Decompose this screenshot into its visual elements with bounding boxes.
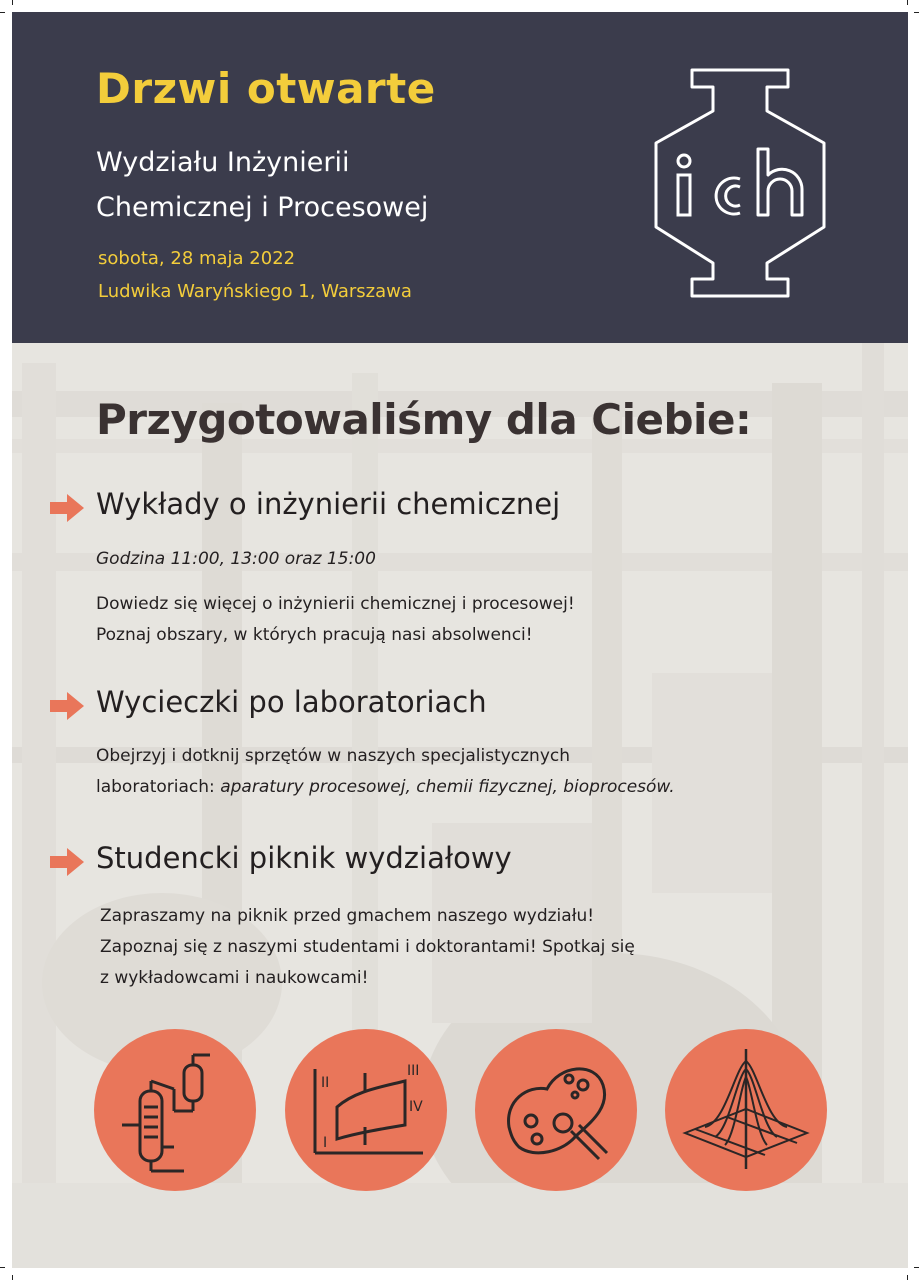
picnic-description-line-3: z wykładowcami i naukowcami! (100, 968, 369, 988)
diagram-label-3: III (407, 1063, 420, 1079)
faculty-name-line-2: Chemicznej i Procesowej (96, 192, 429, 223)
event-address: Ludwika Waryńskiego 1, Warszawa (98, 281, 412, 302)
thermodynamic-diagram-icon (285, 1029, 447, 1191)
diagram-label-1: I (323, 1135, 328, 1151)
arrow-right-icon (50, 692, 84, 720)
offer-heading: Przygotowaliśmy dla Ciebie: (96, 395, 752, 444)
3d-surface-plot-icon (665, 1029, 827, 1191)
lectures-description-line-2: Poznaj obszary, w których pracują nasi absolwenci! (96, 625, 533, 645)
picnic-description (100, 901, 635, 994)
diagram-label-2: II (321, 1075, 330, 1091)
crop-mark (12, 0, 13, 5)
poster (12, 12, 908, 1268)
labs-description (96, 741, 675, 803)
section-picnic-title: Studencki piknik wydziałowy (96, 841, 512, 875)
crop-mark (0, 1267, 5, 1268)
faculty-name (96, 140, 428, 230)
process-apparatus-icon (94, 1029, 256, 1191)
crop-mark (907, 0, 908, 5)
event-meta (98, 242, 412, 308)
labs-description-line-1: Obejrzyj i dotknij sprzętów w naszych specjalistycznych (96, 746, 571, 766)
event-date: sobota, 28 maja 2022 (98, 248, 296, 269)
faculty-logo-icon (640, 67, 840, 299)
section-lectures-title: Wykłady o inżynierii chemicznej (96, 487, 561, 521)
crop-mark (907, 1275, 908, 1280)
crop-mark (914, 12, 919, 13)
lectures-description (96, 589, 575, 651)
labs-description-italic: aparatury procesowej, chemii fizycznej, bioprocesów. (220, 777, 675, 797)
bioprocess-cell-icon (475, 1029, 637, 1191)
section-labs-title: Wycieczki po laboratoriach (96, 685, 487, 719)
crop-mark (914, 1267, 919, 1268)
content-area (12, 343, 908, 1268)
diagram-label-4: IV (409, 1099, 423, 1115)
crop-mark (12, 1275, 13, 1280)
lectures-description-line-1: Dowiedz się więcej o inżynierii chemicznej i procesowej! (96, 594, 575, 614)
header-banner (12, 12, 908, 343)
crop-mark (0, 12, 5, 13)
arrow-right-icon (50, 494, 84, 522)
lectures-time: Godzina 11:00, 13:00 oraz 15:00 (96, 549, 376, 569)
arrow-right-icon (50, 848, 84, 876)
labs-description-prefix: laboratoriach: (96, 777, 221, 797)
labs-description-line-2 (96, 772, 675, 803)
picnic-description-line-2: Zapoznaj się z naszymi studentami i doktorantami! Spotkaj się (100, 937, 635, 957)
picnic-description-line-1: Zapraszamy na piknik przed gmachem naszego wydziału! (100, 906, 595, 926)
event-title: Drzwi otwarte (96, 64, 436, 113)
faculty-name-line-1: Wydziału Inżynierii (96, 147, 350, 178)
